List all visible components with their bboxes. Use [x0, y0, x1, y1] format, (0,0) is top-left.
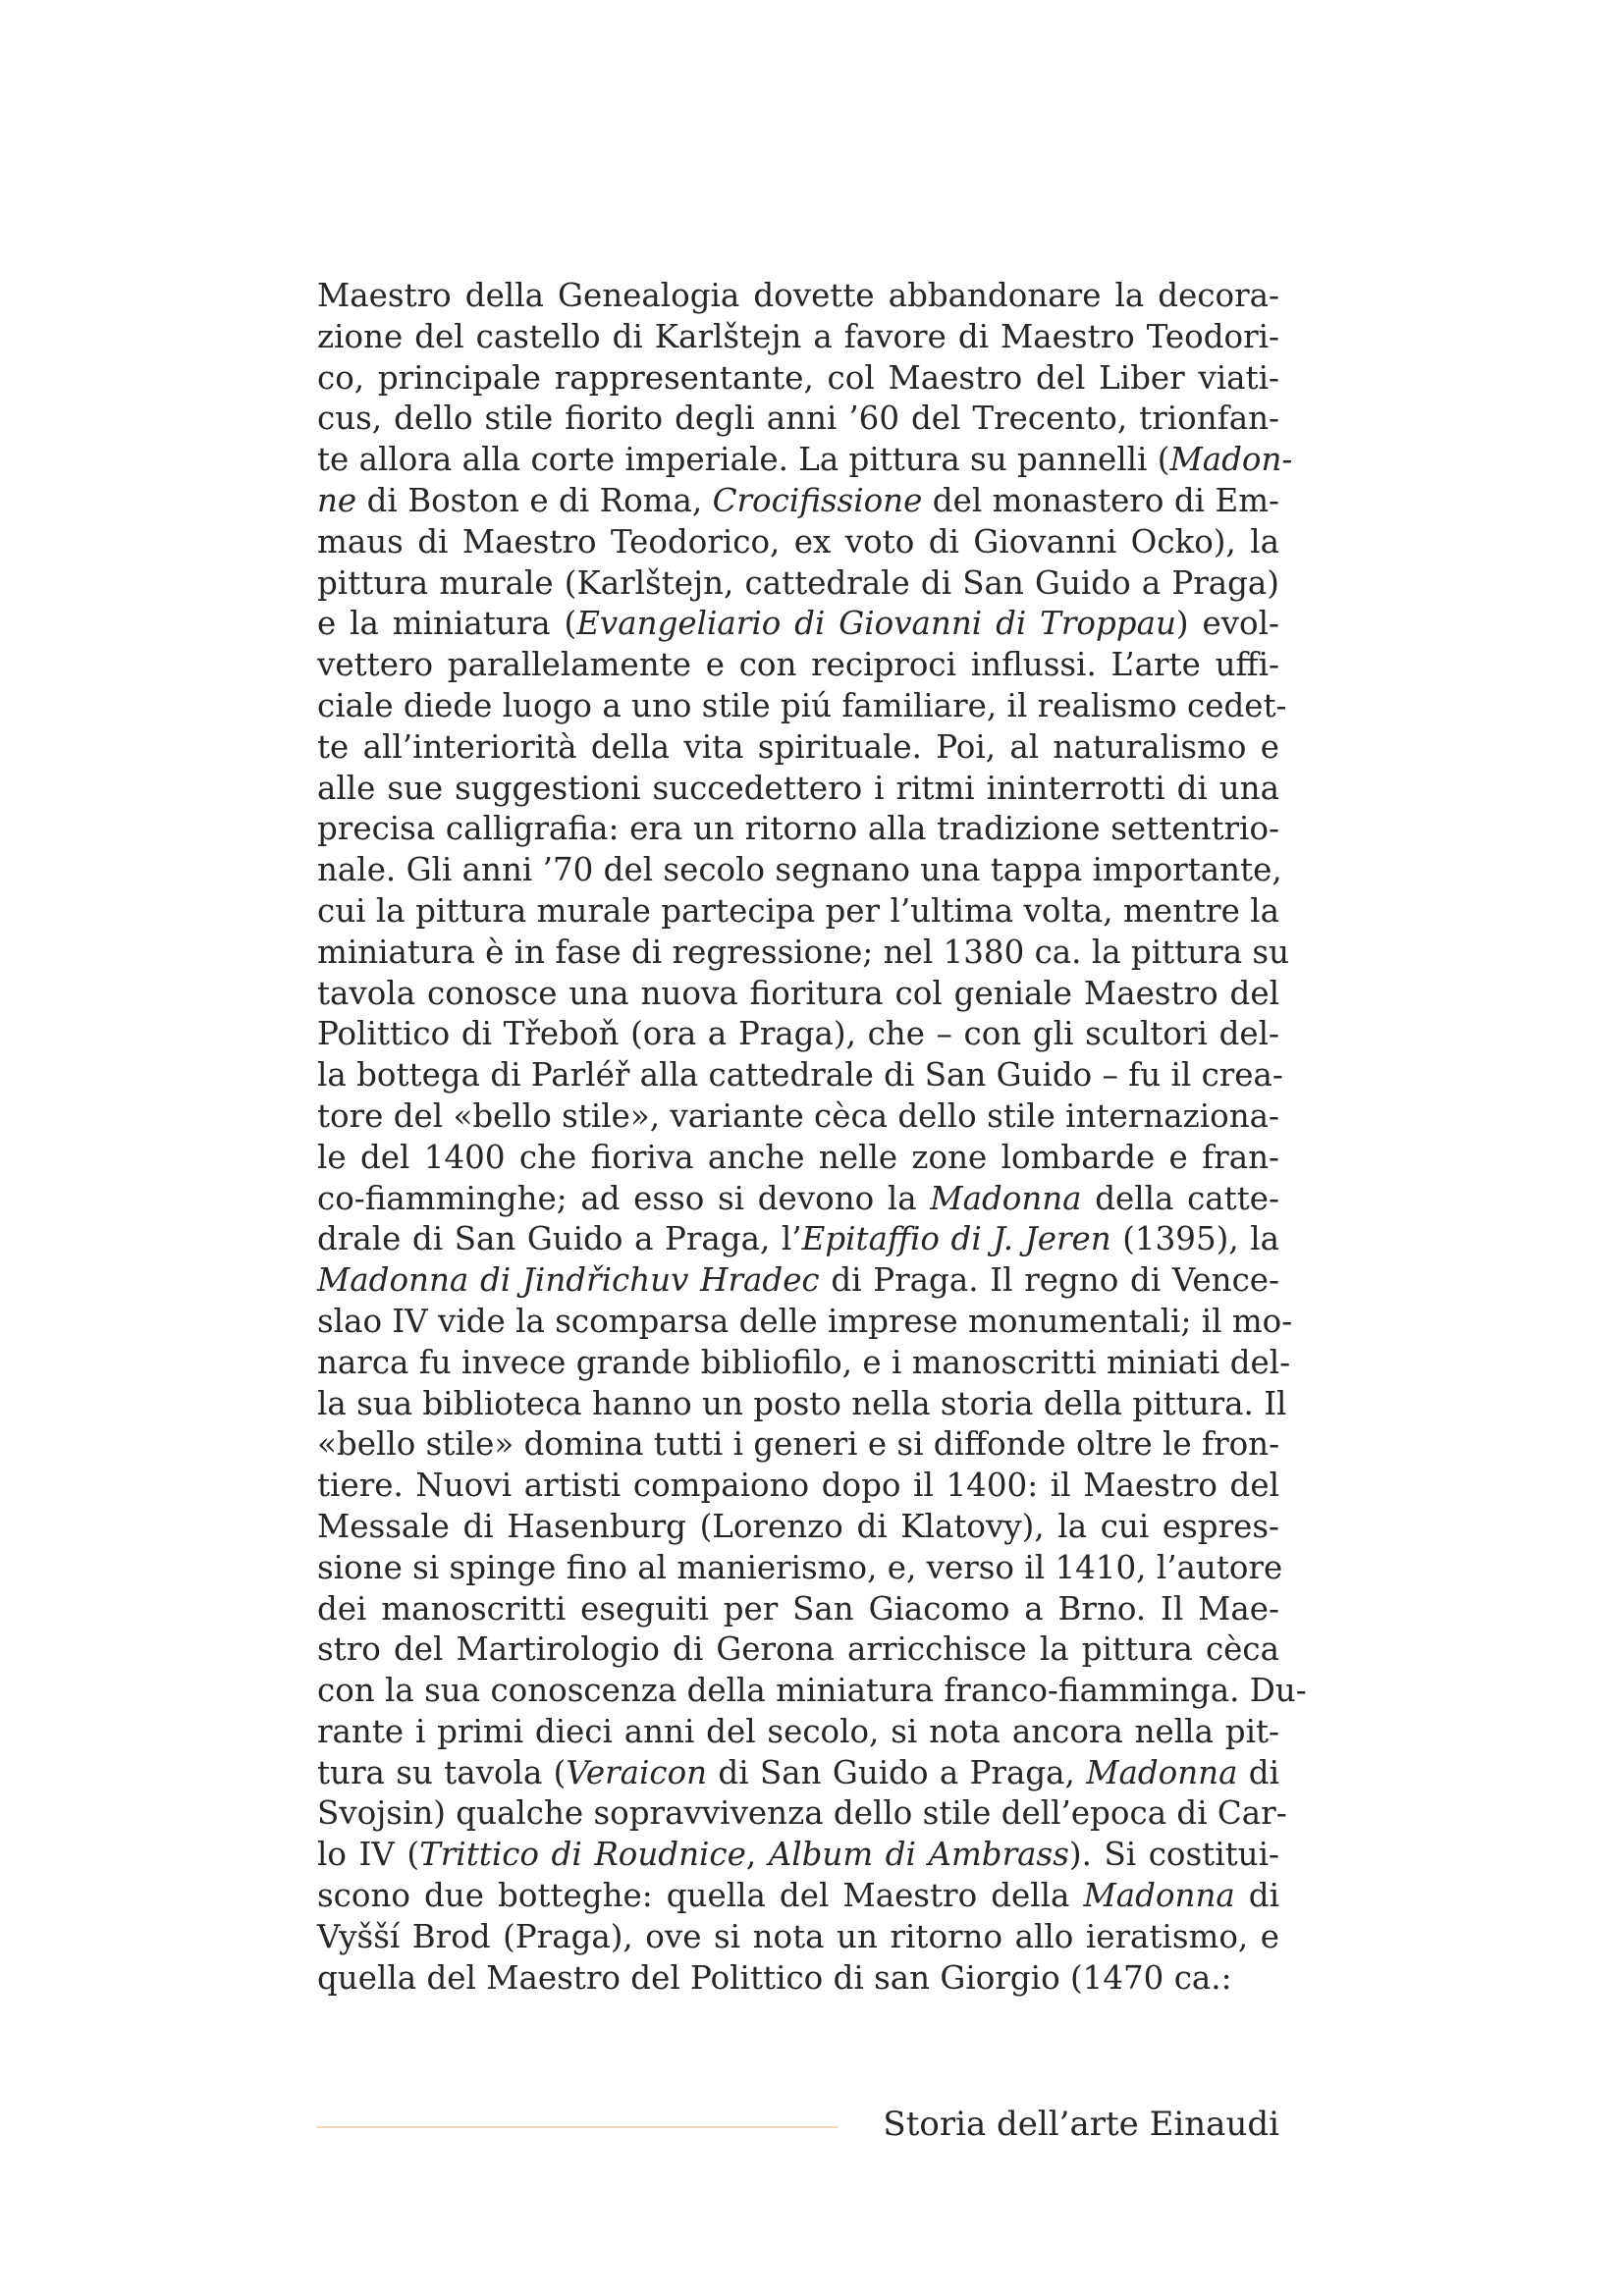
text-line: tore del «bello stile», variante cèca dello stile internaziona-: [317, 1096, 1279, 1135]
text-line: Madonna di Jindřichuv Hradec di Praga. Il regno di Vence-: [317, 1261, 1279, 1300]
page-footer: [317, 2103, 1279, 2152]
text-line: te all’interiorità della vita spirituale. Poi, al naturalismo e: [317, 727, 1279, 766]
text-line: stro del Martirologio di Gerona arricchisce la pittura cèca: [317, 1630, 1279, 1669]
text-line: maus di Maestro Teodorico, ex voto di Giovanni Ocko), la: [317, 522, 1279, 561]
footer-divider: [317, 2126, 838, 2128]
text-line: slao IV vide la scomparsa delle imprese monumentali; il mo-: [317, 1302, 1293, 1340]
text-line: Svojsin) qualche sopravvivenza dello stile dell’epoca di Car-: [317, 1794, 1287, 1833]
text-line: cui la pittura murale partecipa per l’ultima volta, mentre la: [317, 891, 1279, 930]
text-line: miniatura è in fase di regressione; nel 1380 ca. la pittura su: [317, 933, 1290, 971]
text-line: lo IV (Trittico di Roudnice, Album di Ambrass). Si costitui-: [317, 1836, 1279, 1874]
text-line: rante i primi dieci anni del secolo, si nota ancora nella pit-: [317, 1712, 1279, 1750]
text-line: tavola conosce una nuova fioritura col geniale Maestro del: [317, 974, 1279, 1012]
text-line: Polittico di Třeboň (ora a Praga), che – con gli scultori del-: [317, 1015, 1279, 1053]
text-line: la bottega di Parléř alla cattedrale di San Guido – fu il crea-: [317, 1056, 1283, 1095]
text-line: cus, dello stile fiorito degli anni ’60 del Trecento, trionfan-: [317, 400, 1279, 438]
text-line: sione si spinge fino al manierismo, e, verso il 1410, l’autore: [317, 1548, 1283, 1586]
text-line: Vyšší Brod (Praga), ove si nota un ritorno allo ieratismo, e: [317, 1917, 1279, 1955]
text-line: nale. Gli anni ’70 del secolo segnano una tappa importante,: [317, 851, 1282, 889]
text-line: alle sue suggestioni succedettero i ritmi ininterrotti di una: [317, 769, 1279, 807]
text-line: quella del Maestro del Polittico di san Giorgio (1470 ca.:: [317, 1958, 1232, 1997]
text-line: e la miniatura (Evangeliario di Giovanni di Troppau) evol-: [317, 605, 1279, 643]
text-line: te allora alla corte imperiale. La pittura su pannelli (Madon-: [317, 441, 1293, 479]
text-line: Maestro della Genealogia dovette abbandonare la decora-: [317, 277, 1279, 314]
text-line: vettero parallelamente e con reciproci influssi. L’arte uffi-: [317, 646, 1279, 684]
text-line: co-fiamminghe; ad esso si devono la Madonna della catte-: [317, 1179, 1279, 1217]
text-line: co, principale rappresentante, col Maestro del Liber viati-: [317, 358, 1279, 397]
text-line: narca fu invece grande bibliofilo, e i manoscritti miniati del-: [317, 1343, 1291, 1381]
text-line: ciale diede luogo a uno stile piú familiare, il realismo cedet-: [317, 686, 1287, 724]
text-line: le del 1400 che fioriva anche nelle zone lombarde e fran-: [317, 1138, 1279, 1176]
text-line: pittura murale (Karlštejn, cattedrale di San Guido a Praga): [317, 563, 1279, 602]
text-line: dei manoscritti eseguiti per San Giacomo a Brno. Il Mae-: [317, 1589, 1279, 1628]
text-line: tiere. Nuovi artisti compaiono dopo il 1400: il Maestro del: [317, 1467, 1279, 1505]
text-line: precisa calligrafia: era un ritorno alla tradizione settentrio-: [317, 810, 1279, 848]
text-line: Messale di Hasenburg (Lorenzo di Klatovy), la cui espres-: [317, 1507, 1279, 1545]
text-line: scono due botteghe: quella del Maestro della Madonna di: [317, 1877, 1280, 1915]
text-line: con la sua conoscenza della miniatura franco-fiamminga. Du-: [317, 1672, 1307, 1710]
body-text: [317, 276, 1307, 1999]
footer-title: Storia dell’arte Einaudi: [883, 2105, 1279, 2144]
text-line: «bello stile» domina tutti i generi e si diffonde oltre le fron-: [317, 1425, 1280, 1464]
text-line: tura su tavola (Veraicon di San Guido a Praga, Madonna di: [317, 1753, 1280, 1791]
text-line: zione del castello di Karlštejn a favore di Maestro Teodori-: [317, 317, 1279, 355]
text-line: ne di Boston e di Roma, Crocifissione del monastero di Em-: [317, 481, 1279, 519]
text-line: drale di San Guido a Praga, l’Epitaffio di J. Jeren (1395), la: [317, 1220, 1279, 1258]
text-line: la sua biblioteca hanno un posto nella storia della pittura. Il: [317, 1384, 1287, 1422]
